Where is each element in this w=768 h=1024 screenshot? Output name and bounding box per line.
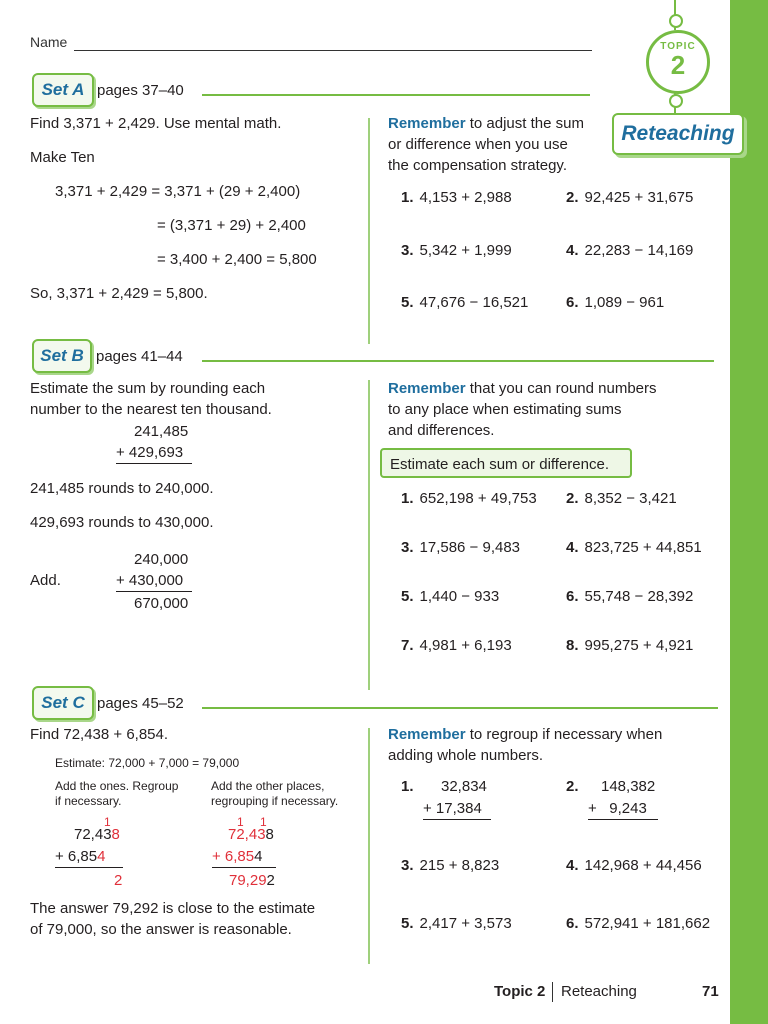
exercise-number: 4.: [566, 857, 579, 874]
topic-ring-bottom: [669, 94, 683, 108]
set-c-step1-line2: if necessary.: [55, 794, 122, 808]
name-line[interactable]: [74, 50, 592, 51]
set-c-exercise-4: [566, 856, 702, 876]
exercise-number: 1.: [401, 189, 414, 206]
set-c-exercise-2-top: 148,382: [601, 778, 656, 795]
exercise-text: 8,352 − 3,421: [584, 490, 677, 507]
remember-text: that you can round numbers: [465, 380, 657, 397]
set-c-remember-line2: adding whole numbers.: [388, 747, 544, 764]
footer-section: Reteaching: [561, 983, 637, 1000]
highlight-digits: 72,43: [228, 826, 266, 843]
exercise-number: 2.: [566, 778, 579, 795]
set-b-instruction-box: Estimate each sum or difference.: [380, 448, 632, 478]
set-c-prompt: Find 72,438 + 6,854.: [30, 726, 169, 743]
highlight-digit: 8: [111, 826, 120, 843]
highlight-digit: 4: [97, 848, 106, 865]
set-a-rule: [202, 94, 590, 96]
set-c-exercise-1-number: [401, 777, 420, 797]
digits: 4: [254, 848, 263, 865]
topic-number: 2: [670, 50, 686, 80]
name-label: Name: [30, 34, 68, 50]
exercise-number: 4.: [566, 242, 579, 259]
remember-word: Remember: [388, 726, 466, 743]
set-a-conclusion: So, 3,371 + 2,429 = 5,800.: [30, 285, 208, 302]
digits: 2: [266, 872, 275, 889]
set-b-exercise-5: [401, 587, 499, 607]
remember-word: Remember: [388, 115, 466, 132]
set-c-exercise-5: [401, 914, 512, 934]
exercise-number: 3.: [401, 242, 414, 259]
set-c-work2-carry-a: 1: [237, 815, 244, 829]
exercise-text: 92,425 + 31,675: [584, 189, 694, 206]
set-a-step2: = (3,371 + 29) + 2,400: [157, 217, 306, 234]
set-a-exercise-5: [401, 293, 528, 313]
set-c-exercise-3: [401, 856, 499, 876]
set-b-exercise-8: [566, 636, 693, 656]
exercise-text: 55,748 − 28,392: [584, 588, 694, 605]
digits: + 6,85: [55, 848, 98, 865]
exercise-number: 8.: [566, 637, 579, 654]
set-c-work1-bottom: [55, 847, 123, 868]
exercise-number: 4.: [566, 539, 579, 556]
remember-text: to adjust the sum: [465, 115, 584, 132]
set-c-step1-line1: Add the ones. Regroup: [55, 779, 179, 793]
exercise-number: 2.: [566, 189, 579, 206]
set-a-exercise-1: [401, 188, 512, 208]
topic-label: TOPIC: [660, 41, 696, 52]
exercise-text: 5,342 + 1,999: [419, 242, 512, 259]
exercise-text: 1,089 − 961: [584, 294, 665, 311]
page-number: 71: [702, 983, 719, 1000]
remember-word: Remember: [388, 380, 466, 397]
set-c-divider: [368, 728, 370, 964]
footer-separator: [552, 982, 553, 1002]
set-b-badge: Set B: [32, 339, 92, 373]
set-b-exercise-4: [566, 538, 702, 558]
exercise-text: 47,676 − 16,521: [419, 294, 529, 311]
exercise-text: 823,725 + 44,851: [584, 539, 702, 556]
set-a-prompt: Find 3,371 + 2,429. Use mental math.: [30, 115, 282, 132]
set-b-divider: [368, 380, 370, 690]
set-b-remember-line2: to any place when estimating sums: [388, 401, 622, 418]
digits: 72,43: [74, 826, 112, 843]
exercise-number: 6.: [566, 294, 579, 311]
set-c-exercise-1-bottom: + 17,384: [423, 799, 491, 820]
exercise-number: 2.: [566, 490, 579, 507]
set-b-add-label: Add.: [30, 572, 61, 589]
set-c-work2-top: [228, 825, 274, 845]
topic-badge: [646, 30, 710, 94]
set-c-work1-top: [74, 825, 120, 845]
set-b-pages: pages 41–44: [96, 348, 183, 365]
set-c-rule: [202, 707, 718, 709]
set-c-estimate: Estimate: 72,000 + 7,000 = 79,000: [55, 756, 240, 770]
set-b-exercise-6: [566, 587, 693, 607]
exercise-number: 1.: [401, 778, 414, 795]
set-b-round1: 241,485 rounds to 240,000.: [30, 480, 214, 497]
set-b-addend1: 241,485: [134, 423, 189, 440]
exercise-number: 5.: [401, 294, 414, 311]
exercise-text: 4,981 + 6,193: [419, 637, 512, 654]
set-c-exercise-6: [566, 914, 710, 934]
set-c-step2-line2: regrouping if necessary.: [211, 794, 339, 808]
highlight-digits: 79,29: [229, 872, 267, 889]
set-a-pages: pages 37–40: [97, 82, 184, 99]
exercise-number: 3.: [401, 539, 414, 556]
set-a-method: Make Ten: [30, 149, 95, 166]
reteaching-badge: Reteaching: [612, 113, 744, 155]
set-a-exercise-2: [566, 188, 693, 208]
topic-ring-top: [669, 14, 683, 28]
set-b-remember-line3: and differences.: [388, 422, 495, 439]
highlight-digits: + 6,85: [212, 848, 255, 865]
set-c-conclusion-line2: of 79,000, so the answer is reasonable.: [30, 921, 292, 938]
set-b-sum-addend2: + 430,000: [116, 571, 192, 592]
exercise-number: 6.: [566, 588, 579, 605]
exercise-number: 6.: [566, 915, 579, 932]
set-b-prompt-line2: number to the nearest ten thousand.: [30, 401, 272, 418]
exercise-text: 652,198 + 49,753: [419, 490, 537, 507]
exercise-number: 5.: [401, 588, 414, 605]
set-c-remember-line1: [388, 725, 662, 745]
exercise-text: 17,586 − 9,483: [419, 539, 521, 556]
set-b-sum-addend1: 240,000: [134, 551, 189, 568]
exercise-text: 142,968 + 44,456: [584, 857, 702, 874]
exercise-text: 572,941 + 181,662: [584, 915, 711, 932]
set-b-prompt-line1: Estimate the sum by rounding each: [30, 380, 266, 397]
set-a-remember-line3: the compensation strategy.: [388, 157, 567, 174]
set-c-work2-bottom: [212, 847, 276, 868]
exercise-number: 7.: [401, 637, 414, 654]
exercise-text: 995,275 + 4,921: [584, 637, 694, 654]
set-c-exercise-2-bottom: + 9,243: [588, 799, 658, 820]
set-c-exercise-2-number: [566, 777, 585, 797]
set-c-work2-carry-b: 1: [260, 815, 267, 829]
set-c-badge: Set C: [32, 686, 94, 720]
set-a-exercise-3: [401, 241, 512, 261]
set-a-remember-line2: or difference when you use: [388, 136, 568, 153]
set-a-exercise-6: [566, 293, 664, 313]
exercise-text: 215 + 8,823: [419, 857, 500, 874]
set-c-conclusion-line1: The answer 79,292 is close to the estimate: [30, 900, 316, 917]
set-a-badge: Set A: [32, 73, 94, 107]
digits: 8: [265, 826, 274, 843]
set-a-step3: = 3,400 + 2,400 = 5,800: [157, 251, 317, 268]
set-a-divider: [368, 118, 370, 344]
set-b-rule: [202, 360, 714, 362]
set-b-remember-line1: [388, 379, 657, 399]
set-b-addend2: + 429,693: [116, 443, 192, 464]
set-a-remember-line1: [388, 114, 584, 134]
set-b-exercise-1: [401, 489, 537, 509]
exercise-number: 3.: [401, 857, 414, 874]
exercise-text: 22,283 − 14,169: [584, 242, 694, 259]
set-b-round2: 429,693 rounds to 430,000.: [30, 514, 214, 531]
set-b-sum-total: 670,000: [134, 595, 189, 612]
set-a-step1: 3,371 + 2,429 = 3,371 + (29 + 2,400): [55, 183, 301, 200]
set-b-exercise-7: [401, 636, 512, 656]
set-b-exercise-3: [401, 538, 520, 558]
set-c-exercise-1-top: 32,834: [441, 778, 487, 795]
set-a-exercise-4: [566, 241, 693, 261]
exercise-text: 1,440 − 933: [419, 588, 500, 605]
set-b-exercise-2: [566, 489, 677, 509]
set-c-work1-result: 2: [114, 872, 123, 889]
set-c-work1-carry: 1: [104, 815, 111, 829]
exercise-number: 5.: [401, 915, 414, 932]
remember-text: to regroup if necessary when: [465, 726, 663, 743]
set-c-step2-line1: Add the other places,: [211, 779, 325, 793]
exercise-text: 4,153 + 2,988: [419, 189, 512, 206]
set-c-work2-result: [229, 871, 275, 891]
exercise-text: 2,417 + 3,573: [419, 915, 512, 932]
footer-topic: Topic 2: [494, 983, 546, 1000]
exercise-number: 1.: [401, 490, 414, 507]
set-c-pages: pages 45–52: [97, 695, 184, 712]
